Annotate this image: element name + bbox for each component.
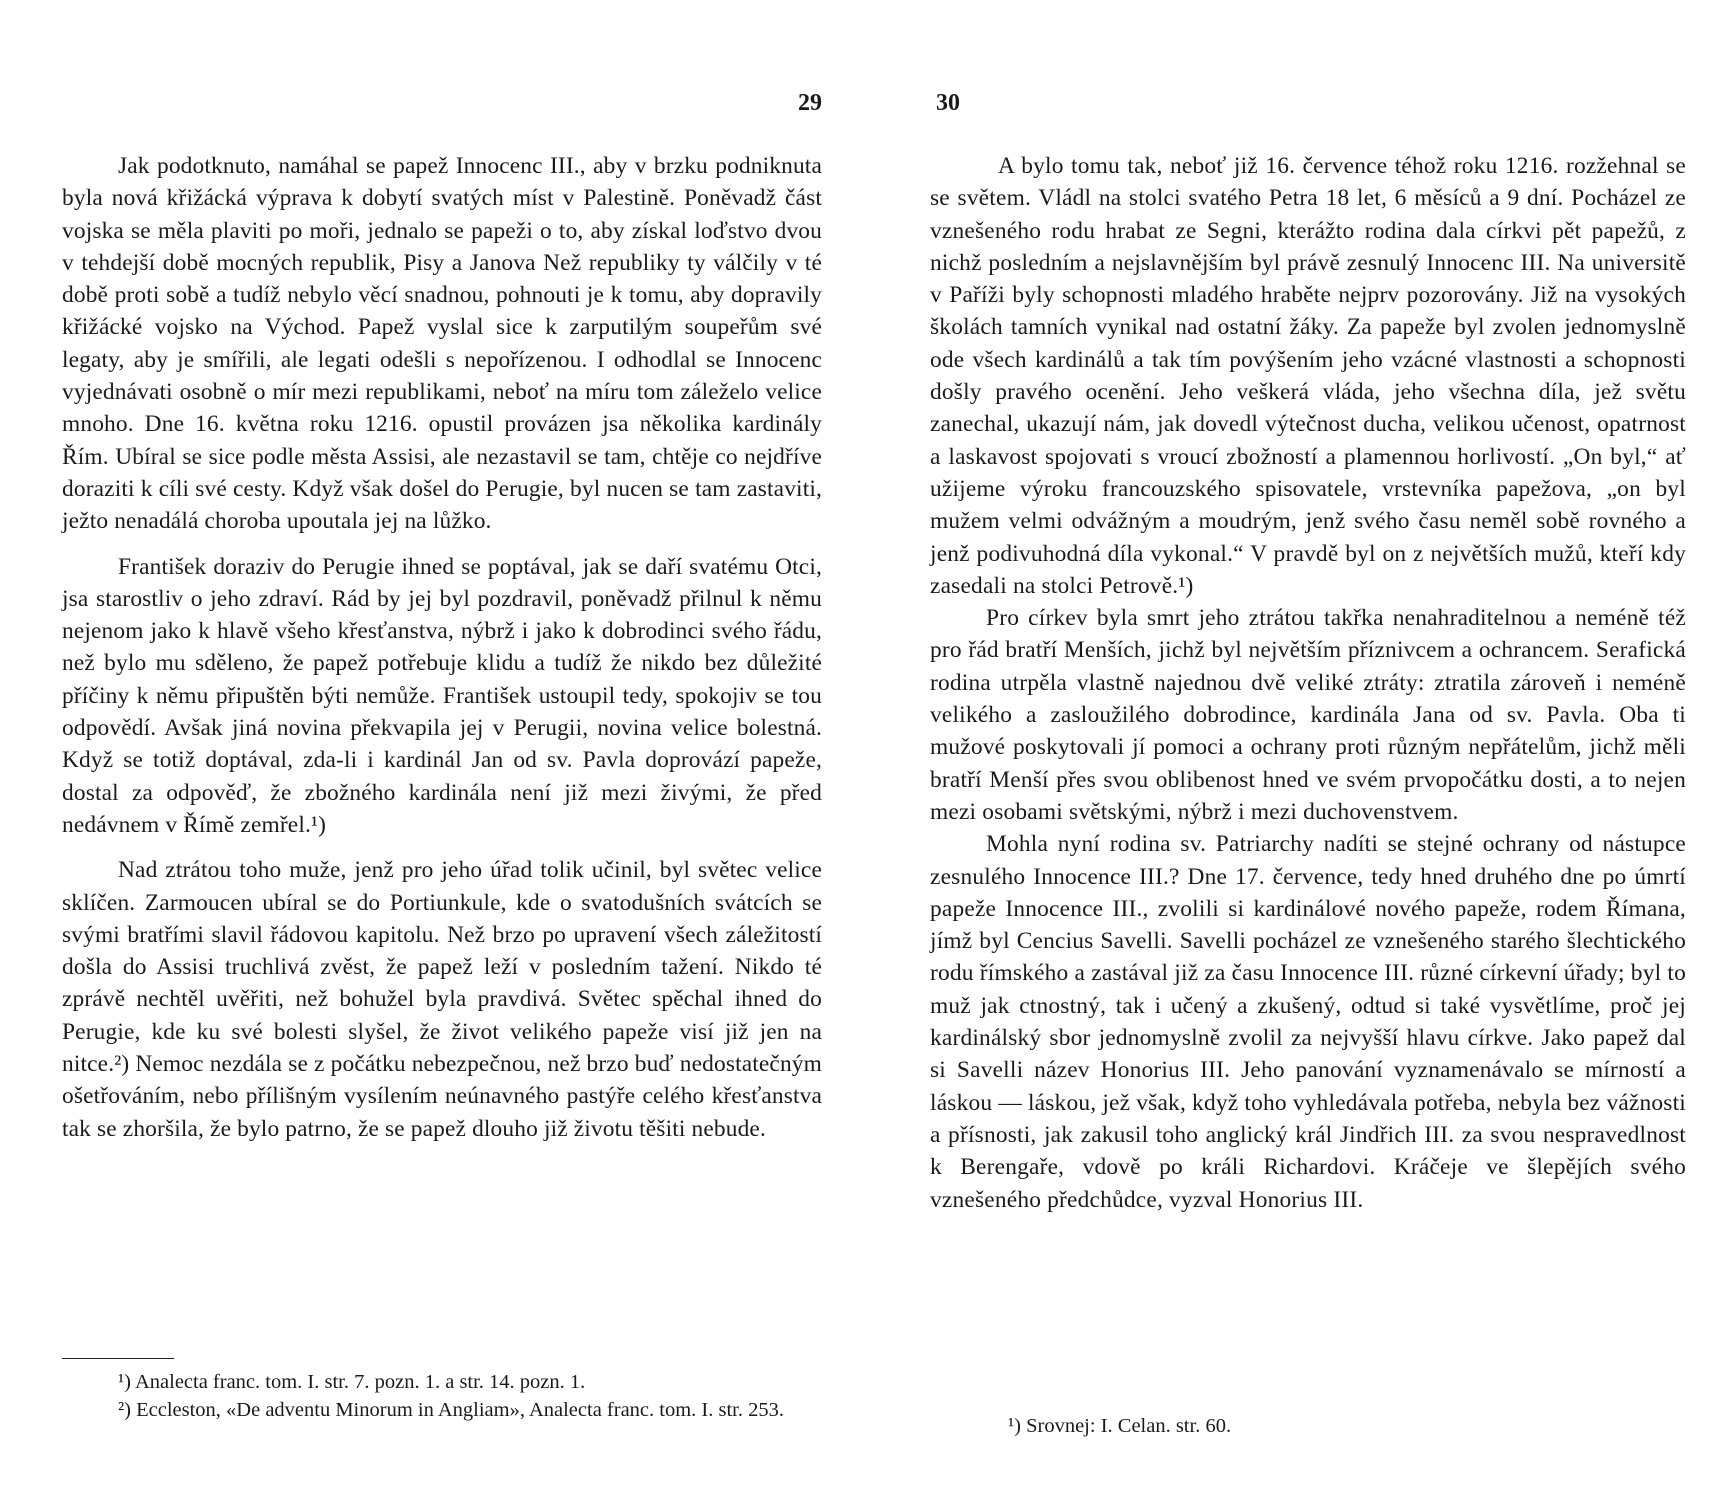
paragraph: Nad ztrátou toho muže, jenž pro jeho úřad tolik učinil, byl světec velice sklíčen. Zarmoucen ubíral se do Portiunkule, kde o svatodušních svátcích se svými bratřími slavil řádovou kapitolu. Než brzo po upravení všech záležitostí došla do Assisi truchlivá zvěst, že papež leží v posledním tažení. Nikdo té zprávě nechtěl uvěřiti, než bohužel byla pravdivá. Světec spěchal ihned do Perugie, kde ku své bolesti slyšel, že život velikého papeže visí již jen na nitce.²) Nemoc nezdála se z počátku nebezpečnou, než brzo buď nedostatečným ošetřováním, nebo přílišným vysílením neúnavného pastýře celého křesťanstva tak se zhoršila, že bylo patrno, že se papež dlouho již životu těšiti nebude. (62, 857, 822, 1142)
footnote: ¹) Srovnej: I. Celan. str. 60. (1008, 1415, 1232, 1437)
page-number: 29 (798, 90, 822, 116)
footnote: ²) Eccleston, «De adventu Minorum in Angliam», Analecta franc. tom. I. str. 253. (118, 1399, 784, 1421)
paragraph: A bylo tomu tak, neboť již 16. července téhož roku 1216. rozžehnal se se světem. Vládl na stolci svatého Petra 18 let, 6 měsíců a 9 dní. Pocházel ze vznešeného rodu hrabat ze Segni, kterážto rodina dala církvi pět papežů, z nichž posledním a nejslavnějším byl právě zesnulý Innocenc III. Na universitě v Paříži byly schopnosti mladého hraběte nejprv pozorovány. Již na vysokých školách tamních vynikal nad ostatní žáky. Za papeže byl zvolen jednomyslně ode všech kardinálů a tak tím povýšením jeho vzácné vlastnosti a schopnosti došly pravého ocenění. Jeho veškerá vláda, jeho všechna díla, jež světu zanechal, ukazují nám, jak dovedl výtečnost ducha, velikou učenost, opatrnost a laskavost spojovati s vroucí zbožností a plamennou horlivostí. „On byl,“ ať užijeme výroku francouzského spisovatele, vrstevníka papežova, „on byl mužem velmi odvážným a moudrým, jenž svého času neměl sobě rovného a jenž podivuhodná díla vykonal.“ V pravdě byl on z největších mužů, kteří kdy zasedali na stolci Petrově.¹) (930, 153, 1686, 599)
paragraph: Pro církev byla smrt jeho ztrátou takřka nenahraditelnou a neméně též pro řád bratří Menších, jichž byl největším příznivcem a ochrancem. Serafická rodina utrpěla vlastně najednou dvě veliké ztráty: ztratila zároveň i neméně velikého a zasloužilého dobrodince, kardinála Jana od sv. Pavla. Oba ti mužové poskytovali jí pomoci a ochrany proti různým nepřátelům, jichž měli bratří Menší přes svou oblibenost hned ve svém prvopočátku dosti, a to nejen mezi osobami světskými, nýbrž i mezi duchovenstvem. (930, 605, 1686, 825)
paragraph: Mohla nyní rodina sv. Patriarchy nadíti se stejné ochrany od nástupce zesnulého Innocence III.? Dne 17. července, tedy hned druhého dne po úmrtí papeže Innocence III., zvolili si kardinálové nového papeže, rodem Římana, jímž byl Cencius Savelli. Savelli pocházel ze vznešeného starého šlechtického rodu římského a zastával již za času Innocence III. různé církevní úřady; byl to muž jak ctnostný, tak i učený a zkušený, odtud si také vysvětlíme, proč jej kardinálský sbor jednomyslně zvolil za nejvyšší hlavu církve. Jako papež dal si Savelli název Honorius III. Jeho panování vyznamenávalo se mírností a láskou — láskou, jež však, když toho vyhledávala potřeba, nebyla bez vážnosti a přísnosti, jak zakusil toho anglický král Jindřich III. za svou nespravedlnost k Berengaře, vdově po králi Richardovi. Kráčeje ve šlepějích svého vznešeného předchůdce, vyzval Honorius III. (930, 831, 1686, 1213)
footnote: ¹) Analecta franc. tom. I. str. 7. pozn. 1. a str. 14. pozn. 1. (118, 1371, 586, 1393)
right-page (930, 0, 1686, 1500)
footnote-rule (62, 1358, 174, 1359)
footnotes (62, 1368, 822, 1424)
paragraph: František doraziv do Perugie ihned se poptával, jak se daří svatému Otci, jsa starostliv o jeho zdraví. Rád by jej byl pozdravil, poněvadž přilnul k němu nejenom jako k hlavě všeho křesťanstva, nýbrž i jako k dobrodinci svého řádu, než bylo mu sděleno, že papež potřebuje klidu a tudíž že nikdo bez důležité příčiny k němu připuštěn býti nemůže. František ustoupil tedy, spokojiv se tou odpovědí. Avšak jiná novina překvapila jej v Perugii, novina velice bolestná. Když se totiž doptával, zda-li i kardinál Jan od sv. Pavla doprovází papeže, dostal za odpověď, že zbožného kardinála není již mezi živými, že před nedávnem v Římě zemřel.¹) (62, 553, 822, 838)
page-body (62, 150, 822, 1145)
left-page (62, 0, 822, 1500)
page-body (930, 150, 1686, 1216)
paragraph: Jak podotknuto, namáhal se papež Innocenc III., aby v brzku podniknuta byla nová křižácká výprava k dobytí svatých míst v Palestině. Poněvadž část vojska se měla plaviti po moři, jednalo se papeži o to, aby získal loďstvo dvou v tehdejší době mocných republik, Pisy a Janova Než republiky ty válčily v té době proti sobě a tudíž nebylo věcí snadnou, pohnouti je k tomu, aby dopravily křižácké vojsko na Východ. Papež vyslal sice k zarputilým soupeřům své legaty, aby je smířili, ale legati odešli s nepořízenou. I odhodlal se Innocenc vyjednávati osobně o mír mezi republikami, neboť na míru tom záleželo velice mnoho. Dne 16. května roku 1216. opustil provázen jsa několika kardinály Řím. Ubíral se sice podle města Assisi, ale nezastavil se tam, chtěje co nejdříve doraziti k cíli své cesty. Když však došel do Perugie, byl nucen se tam zastaviti, ježto nenadálá choroba upoutala jej na lůžko. (62, 153, 822, 535)
page-number: 30 (936, 90, 960, 116)
footnotes (930, 1412, 1686, 1440)
